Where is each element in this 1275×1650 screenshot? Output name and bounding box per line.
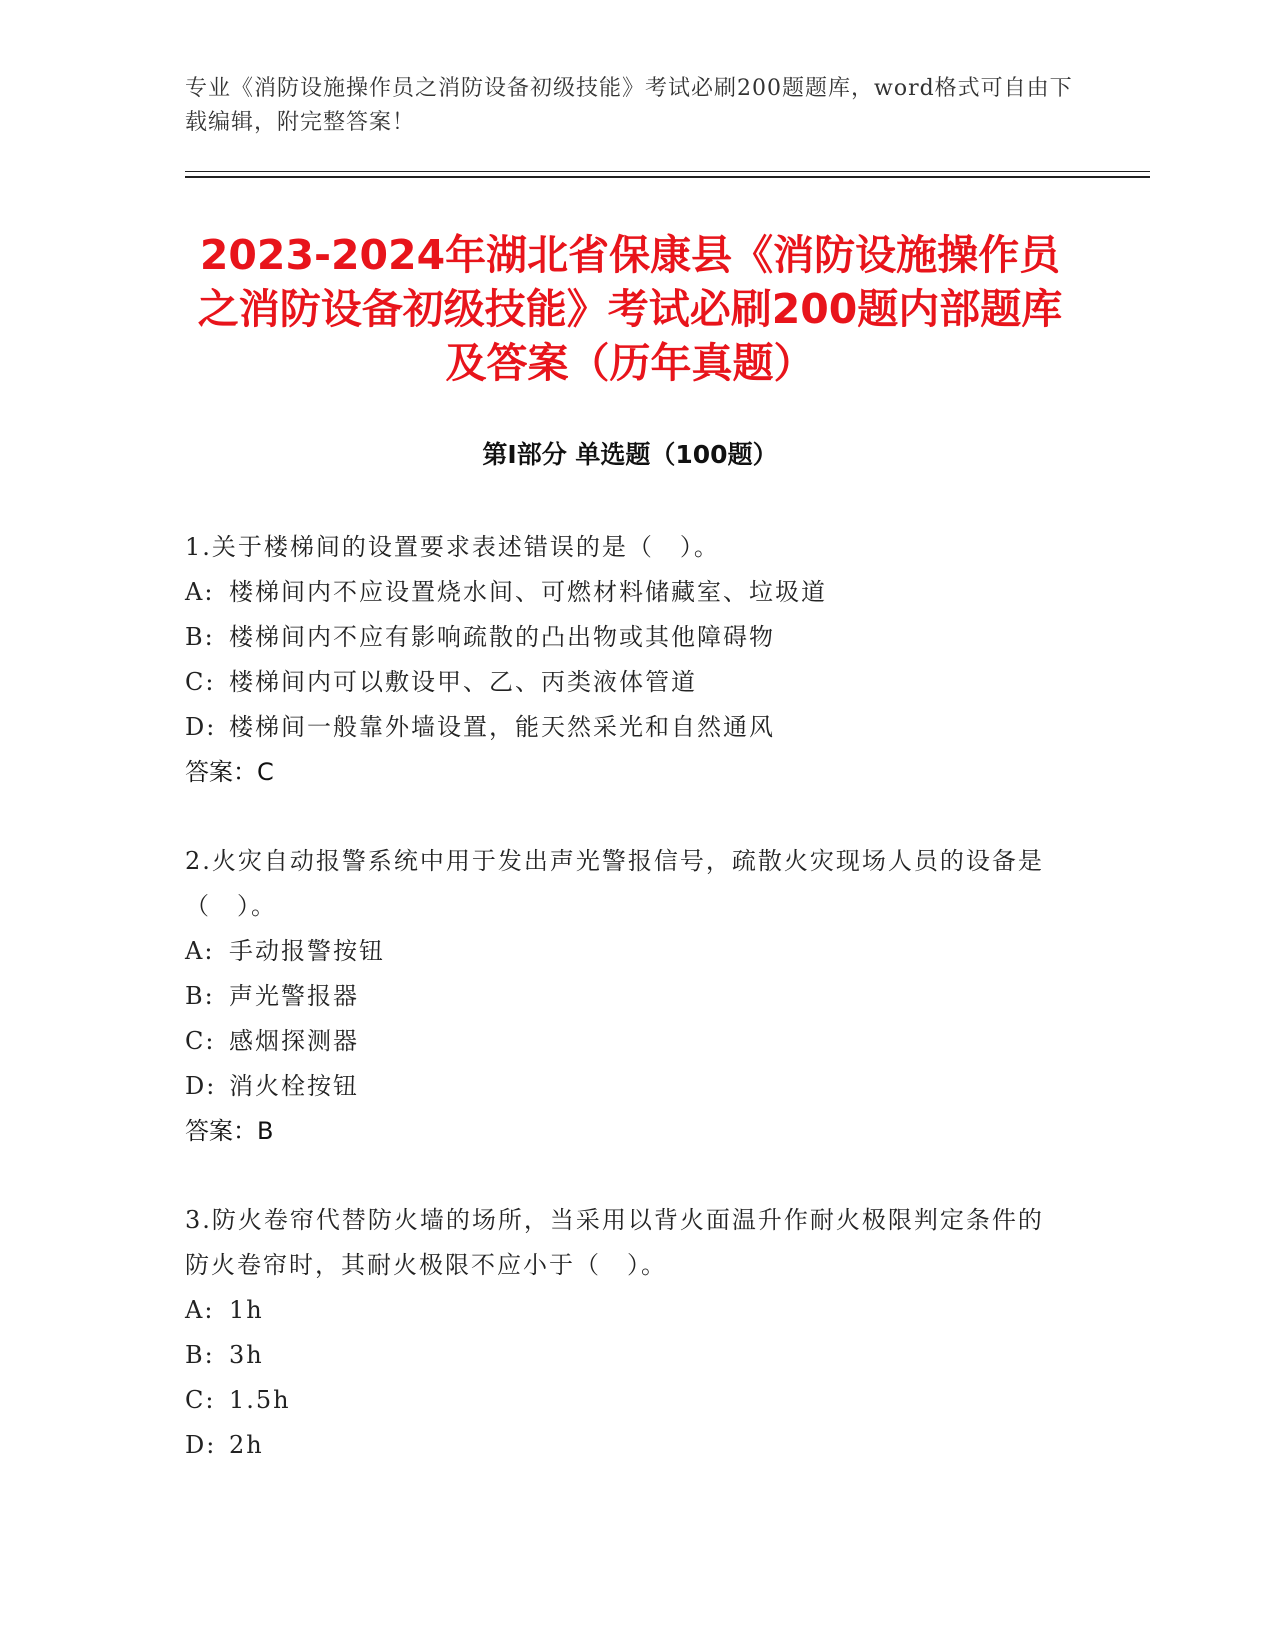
question-2 bbox=[185, 839, 1065, 1154]
option-text: 感烟探测器 bbox=[229, 1027, 359, 1055]
answer-label: 答案：B bbox=[185, 1117, 274, 1145]
option-b bbox=[185, 615, 1065, 660]
option-text: 楼梯间一般靠外墙设置，能天然采光和自然通风 bbox=[229, 713, 775, 741]
question-1 bbox=[185, 525, 1065, 795]
option-letter: A: bbox=[185, 578, 215, 606]
option-text: 2h bbox=[229, 1431, 264, 1459]
option-text: 3h bbox=[229, 1341, 264, 1369]
header-note: 专业《消防设施操作员之消防设备初级技能》考试必刷200题题库，word格式可自由下载编辑，附完整答案！ bbox=[185, 76, 1073, 135]
option-text: 声光警报器 bbox=[229, 982, 359, 1010]
option-text: 楼梯间内不应设置烧水间、可燃材料储藏室、垃圾道 bbox=[229, 578, 827, 606]
option-letter: D: bbox=[185, 1431, 217, 1459]
header-rule-thin bbox=[185, 171, 1150, 172]
option-letter: A: bbox=[185, 1296, 215, 1324]
option-a bbox=[185, 929, 1065, 974]
document-title: 2023-2024年湖北省保康县《消防设施操作员之消防设备初级技能》考试必刷200题内部题库及答案（历年真题） bbox=[197, 231, 1063, 387]
section-heading: 第I部分 单选题（100题） bbox=[482, 440, 778, 469]
option-text: 楼梯间内可以敷设甲、乙、丙类液体管道 bbox=[229, 668, 697, 696]
option-a bbox=[185, 1288, 1065, 1333]
question-3 bbox=[185, 1198, 1065, 1468]
option-letter: B: bbox=[185, 623, 215, 651]
option-c bbox=[185, 660, 1065, 705]
option-letter: C: bbox=[185, 1027, 216, 1055]
option-d bbox=[185, 1423, 1065, 1468]
question-list bbox=[185, 525, 1065, 1512]
option-d bbox=[185, 705, 1065, 750]
option-b bbox=[185, 1333, 1065, 1378]
header-rule-thick bbox=[185, 176, 1150, 178]
option-a bbox=[185, 570, 1065, 615]
question-stem: 3.防火卷帘代替防火墙的场所，当采用以背火面温升作耐火极限判定条件的防火卷帘时，其耐火极限不应小于（ ）。 bbox=[185, 1206, 1044, 1279]
option-letter: D: bbox=[185, 713, 217, 741]
option-text: 消火栓按钮 bbox=[229, 1072, 359, 1100]
question-stem: 1.关于楼梯间的设置要求表述错误的是（ ）。 bbox=[185, 533, 720, 561]
option-letter: A: bbox=[185, 937, 215, 965]
option-letter: C: bbox=[185, 1386, 216, 1414]
option-c bbox=[185, 1378, 1065, 1423]
option-letter: B: bbox=[185, 1341, 215, 1369]
option-b bbox=[185, 974, 1065, 1019]
option-text: 楼梯间内不应有影响疏散的凸出物或其他障碍物 bbox=[229, 623, 775, 651]
answer-label: 答案：C bbox=[185, 758, 274, 786]
option-d bbox=[185, 1064, 1065, 1109]
option-text: 手动报警按钮 bbox=[229, 937, 385, 965]
question-stem: 2.火灾自动报警系统中用于发出声光警报信号，疏散火灾现场人员的设备是（ ）。 bbox=[185, 847, 1044, 920]
option-letter: B: bbox=[185, 982, 215, 1010]
option-text: 1.5h bbox=[229, 1386, 291, 1414]
option-c bbox=[185, 1019, 1065, 1064]
option-letter: D: bbox=[185, 1072, 217, 1100]
option-letter: C: bbox=[185, 668, 216, 696]
option-text: 1h bbox=[229, 1296, 264, 1324]
